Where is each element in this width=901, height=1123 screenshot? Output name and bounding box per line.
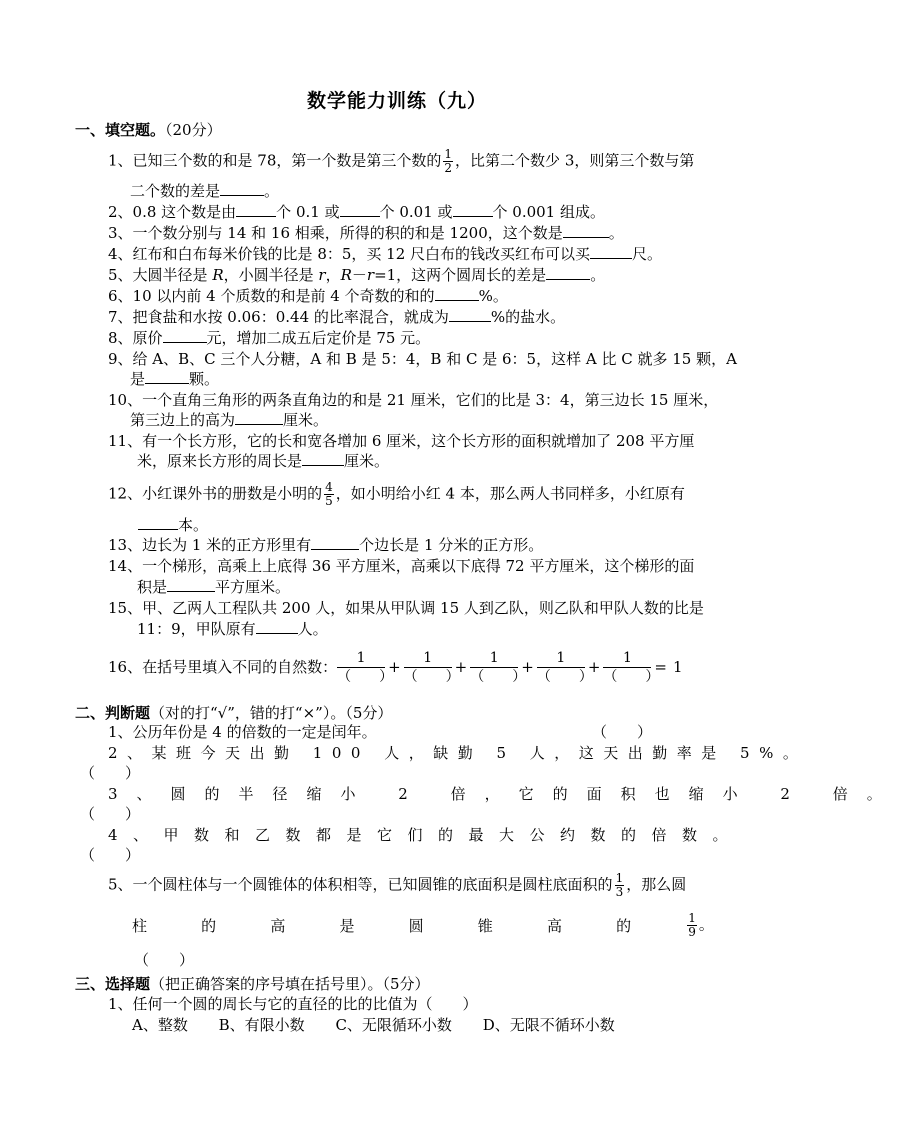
- answer-blank[interactable]: [220, 181, 264, 196]
- unit-fraction-4: [536, 649, 593, 686]
- frac-denominator-blank[interactable]: （ ）: [470, 668, 527, 685]
- q4-text-b: 尺。: [632, 245, 663, 263]
- answer-blank[interactable]: [145, 369, 189, 384]
- section-1-score: （20分）: [165, 121, 222, 139]
- plus-sign: +: [454, 658, 468, 676]
- frac-denominator: 5: [325, 494, 333, 508]
- answer-paren[interactable]: （ ）: [134, 951, 195, 969]
- judge-2-text: 2、某班今天出勤 100 人，缺勤 5 人，这天出勤率是 5%。: [108, 744, 808, 762]
- question-1-cont: [130, 181, 279, 201]
- q12-text-b: ，如小明给小红 4 本，那么两人书同样多，小红原有: [335, 484, 685, 503]
- question-10: [108, 390, 718, 410]
- question-12-cont: [138, 515, 208, 535]
- frac-numerator: 1: [537, 649, 585, 668]
- option-d[interactable]: D、无限不循环小数: [482, 1016, 615, 1034]
- var-R: R: [340, 266, 352, 284]
- answer-blank[interactable]: [435, 286, 479, 301]
- q13-text-a: 13、边长为 1 米的正方形里有: [108, 536, 312, 554]
- var-R: R: [212, 266, 224, 284]
- question-12: [108, 481, 685, 508]
- answer-blank[interactable]: [449, 307, 491, 322]
- frac-denominator-blank[interactable]: （ ）: [536, 668, 593, 685]
- answer-paren[interactable]: （ ）: [80, 846, 141, 864]
- frac-numerator: 1: [404, 649, 452, 668]
- word: 高: [270, 916, 286, 935]
- q11-text-a: 11、有一个长方形，它的长和宽各增加 6 厘米，这个长方形的面积就增加了 208 平方厘: [108, 432, 695, 450]
- q5-text-e: =1，这两个圆周长的差是: [374, 266, 547, 284]
- question-5: [108, 265, 605, 285]
- question-9: [108, 349, 737, 369]
- var-r: r: [366, 266, 375, 284]
- answer-blank[interactable]: [236, 202, 276, 217]
- answer-paren[interactable]: （ ）: [592, 723, 653, 741]
- section-3-title: 三、选择题: [75, 975, 151, 993]
- section-2-heading: [75, 703, 392, 723]
- answer-blank[interactable]: [340, 202, 380, 217]
- section-1-title: 一、填空题。: [75, 121, 166, 139]
- q5-text-a: 5、大圆半径是: [108, 266, 213, 284]
- q15-text-d: 人。: [297, 620, 328, 638]
- q11-text-c: 米，原来长方形的周长是: [137, 452, 303, 470]
- answer-blank[interactable]: [167, 577, 215, 592]
- equation-result: 1: [672, 658, 683, 676]
- q9-text-c: 是: [130, 370, 146, 388]
- q1-text-c: 二个数的差是: [130, 182, 221, 200]
- q7-text-a: 7、把食盐和水按 0.06：0.44 的比率混合，就成为: [108, 308, 449, 326]
- answer-blank[interactable]: [256, 619, 298, 634]
- frac-denominator-blank[interactable]: （ ）: [603, 668, 660, 685]
- judge-1-text: 1、公历年份是 4 的倍数的一定是闰年。: [108, 723, 377, 741]
- judge-3-text: 3、圆的半径缩小 2 倍，它的面积也缩小 2 倍。: [108, 785, 901, 803]
- q5-text-b: ，小圆半径是: [223, 266, 319, 284]
- judge-5: [108, 872, 686, 899]
- answer-blank[interactable]: [590, 244, 632, 259]
- frac-numerator: 1: [688, 911, 696, 925]
- option-b[interactable]: B、有限小数: [218, 1016, 305, 1034]
- question-16: [108, 646, 686, 687]
- answer-blank[interactable]: [311, 535, 359, 550]
- q14-text-d: 平方厘米。: [215, 578, 291, 596]
- q10-text-c: 第三边上的高为: [130, 411, 236, 429]
- answer-paren[interactable]: （ ）: [80, 764, 141, 782]
- question-3: [108, 223, 624, 243]
- word: 柱: [132, 916, 148, 935]
- word: 是: [339, 916, 355, 935]
- q3-text-a: 3、一个数分别与 14 和 16 相乘，所得的积的和是 1200，这个数是: [108, 224, 563, 242]
- q8-text-a: 8、原价: [108, 329, 163, 347]
- word: 高: [546, 916, 562, 935]
- unit-fraction-5: [603, 649, 660, 686]
- judge-1: [108, 722, 668, 742]
- answer-blank[interactable]: [302, 451, 344, 466]
- plus-sign: +: [388, 658, 401, 676]
- question-14: [108, 556, 694, 576]
- unit-fraction-3: [470, 649, 527, 686]
- answer-blank[interactable]: [138, 515, 178, 530]
- q16-text-a: 16、在括号里填入不同的自然数：: [108, 658, 338, 676]
- q12-text-a: 12、小红课外书的册数是小明的: [108, 484, 323, 503]
- plus-sign: +: [521, 658, 534, 676]
- question-14-cont: [137, 577, 290, 597]
- period: 。: [698, 915, 714, 934]
- choice-question-1: 1、任何一个圆的周长与它的直径的比的比值为（ ）: [108, 995, 478, 1013]
- question-9-cont: [130, 369, 219, 389]
- judge-5-text-a: 5、一个圆柱体与一个圆锥体的体积相等，已知圆锥的底面积是圆柱底面积的: [108, 875, 613, 894]
- q9-text-d: 颗。: [189, 370, 220, 388]
- question-4: [108, 244, 662, 264]
- frac-denominator: 2: [444, 161, 453, 175]
- section-3-instructions: （把正确答案的序号填在括号里）。（5分）: [150, 975, 430, 993]
- question-7: [108, 307, 565, 327]
- q5-text-c: ，: [325, 266, 341, 284]
- plus-sign: +: [587, 658, 601, 676]
- frac-denominator: 9: [688, 925, 696, 939]
- q3-text-b: 。: [608, 224, 624, 242]
- q9-text-a: 9、给 A、B、C 三个人分糖，A 和 B 是 5：4，B 和 C 是 6：5，这样 A 比 C 就多 15 颗，A: [108, 350, 737, 368]
- question-10-cont: [130, 410, 328, 430]
- question-11: [108, 431, 694, 451]
- frac-numerator: 1: [337, 649, 385, 668]
- q12-text-d: 本。: [178, 516, 209, 534]
- answer-paren[interactable]: （ ）: [80, 805, 141, 823]
- answer-blank[interactable]: [453, 202, 493, 217]
- judge-3: [108, 784, 901, 804]
- question-11-cont: [137, 451, 389, 471]
- section-1-heading: [75, 120, 222, 140]
- q14-text-c: 积是: [137, 578, 168, 596]
- section-2-title: 二、判断题: [75, 704, 151, 722]
- frac-numerator: 1: [603, 649, 651, 668]
- var-r: r: [318, 266, 326, 284]
- unit-fraction-2: [403, 649, 460, 686]
- frac-denominator: 3: [615, 885, 624, 899]
- equals-sign: =: [654, 658, 667, 676]
- frac-denominator-blank[interactable]: （ ）: [337, 668, 394, 685]
- fraction-one-ninth-group: [685, 912, 714, 939]
- answer-blank[interactable]: [546, 265, 590, 280]
- q1-text-b: ，比第二个数少 3，则第三个数与第: [455, 151, 695, 170]
- word: 锥: [477, 916, 493, 935]
- frac-denominator-blank[interactable]: （ ）: [403, 668, 460, 685]
- q6-text-b: %。: [478, 287, 508, 305]
- q2-text-a: 2、0.8 这个数是由: [108, 203, 237, 221]
- judge-4-text: 4、甲数和乙数都是它们的最大公约数的倍数。: [108, 826, 744, 844]
- question-2: [108, 202, 605, 222]
- judge-4: [108, 825, 744, 845]
- q5-text-f: 。: [590, 266, 606, 284]
- fraction-one-ninth: [687, 912, 697, 939]
- q1-text-d: 。: [264, 182, 280, 200]
- q14-text-a: 14、一个梯形，高乘上上底得 36 平方厘米，高乘以下底得 72 平方厘米，这个梯形的面: [108, 557, 695, 575]
- judge-2: [108, 743, 808, 763]
- q10-text-a: 10、一个直角三角形的两条直角边的和是 21 厘米，它们的比是 3：4，第三边长 15 厘米，: [108, 391, 719, 409]
- judge-5-cont: [132, 912, 714, 939]
- question-15: [108, 598, 704, 618]
- fraction-four-fifths: [324, 481, 334, 508]
- q4-text-a: 4、红布和白布每米价钱的比是 8：5，买 12 尺白布的钱改买红布可以买: [108, 245, 591, 263]
- q7-text-b: %的盐水。: [490, 308, 566, 326]
- q5-minus: －: [351, 266, 367, 284]
- q2-text-d: 个 0.001 组成。: [492, 203, 605, 221]
- answer-blank[interactable]: [563, 223, 609, 238]
- q8-text-b: 元，增加二成五后定价是 75 元。: [206, 329, 431, 347]
- q11-text-d: 厘米。: [344, 452, 390, 470]
- unit-fraction-1: [337, 649, 394, 686]
- q13-text-b: 个边长是 1 分米的正方形。: [359, 536, 544, 554]
- answer-blank[interactable]: [235, 410, 283, 425]
- q15-text-a: 15、甲、乙两人工程队共 200 人，如果从甲队调 15 人到乙队，则乙队和甲队人数的比是: [108, 599, 704, 617]
- q2-text-c: 个 0.01 或: [379, 203, 453, 221]
- question-8: [108, 328, 430, 348]
- frac-numerator: 1: [470, 649, 518, 668]
- option-a[interactable]: A、整数: [132, 1016, 188, 1034]
- q2-text-b: 个 0.1 或: [276, 203, 340, 221]
- page-title: 数学能力训练（九）: [306, 90, 487, 112]
- q1-text-a: 1、已知三个数的和是 78，第一个数是第三个数的: [108, 151, 442, 170]
- word: 的: [616, 916, 632, 935]
- q10-text-d: 厘米。: [283, 411, 329, 429]
- word: 圆: [408, 916, 424, 935]
- fraction-one-third: [615, 872, 625, 899]
- question-13: [108, 535, 543, 555]
- question-6: [108, 286, 508, 306]
- question-15-cont: [137, 619, 328, 639]
- frac-numerator: 1: [444, 147, 453, 161]
- section-2-instructions: （对的打“√”，错的打“×”）。（5分）: [150, 704, 393, 722]
- section-3-heading: [75, 974, 430, 994]
- frac-numerator: 4: [325, 480, 333, 494]
- judge-5-text-b: ，那么圆: [626, 875, 687, 894]
- answer-blank[interactable]: [163, 328, 207, 343]
- word: 的: [201, 916, 217, 935]
- q6-text-a: 6、10 以内前 4 个质数的和是前 4 个奇数的和的: [108, 287, 435, 305]
- question-1: [108, 148, 694, 175]
- fraction-one-half: [443, 148, 453, 175]
- option-c[interactable]: C、无限循环小数: [335, 1016, 452, 1034]
- q15-text-c: 11：9，甲队原有: [137, 620, 256, 638]
- frac-numerator: 1: [615, 871, 624, 885]
- choice-options: [132, 1015, 641, 1035]
